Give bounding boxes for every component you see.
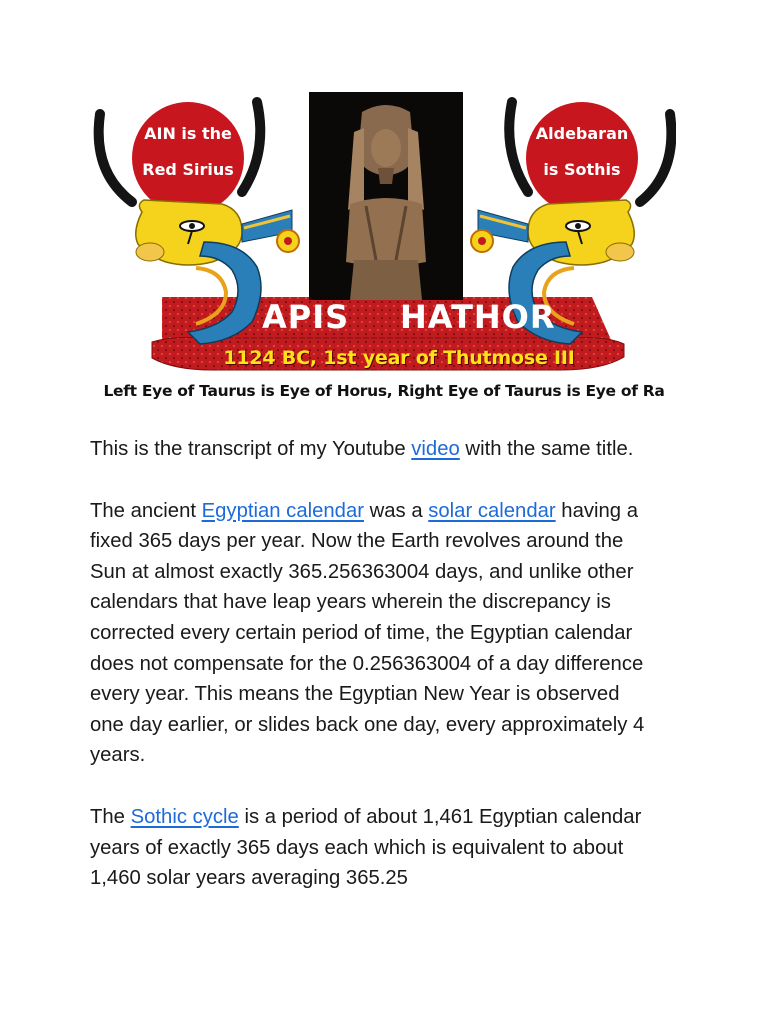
right-disc-line2: is Sothis [543, 160, 621, 179]
text: is a period of about 1,461 Egyptian calendar years of exactly 365 days each which is equivalent to about 1,460 solar years averaging 365.25 [90, 805, 642, 890]
paragraph-1 [90, 434, 650, 465]
statue-figure [346, 105, 426, 300]
paragraph-2 [90, 496, 650, 771]
text: The ancient [90, 499, 202, 522]
left-disc-text [132, 116, 244, 188]
left-horn-outer [99, 114, 132, 202]
left-disc-line2: Red Sirius [142, 160, 234, 179]
left-disc-line1: AIN is the [144, 124, 232, 143]
apis-label: APIS [262, 298, 350, 336]
banner-figure [92, 92, 676, 410]
text: This is the transcript of my Youtube [90, 438, 412, 460]
paragraph-3 [90, 802, 650, 894]
right-disc-text [526, 116, 638, 188]
left-horn-inner [242, 102, 260, 192]
banner-caption: Left Eye of Taurus is Eye of Horus, Right Eye of Taurus is Eye of Ra [103, 382, 665, 400]
text: was a [363, 499, 429, 522]
hathor-label: HATHOR [400, 298, 556, 336]
right-disc-line1: Aldebaran [535, 124, 629, 143]
right-horn-outer [640, 114, 671, 202]
text: The [90, 805, 131, 828]
video-link[interactable]: video [411, 438, 460, 460]
text: having a fixed 365 days per year. Now the Earth revolves around the Sun at almost exactly 365.256363004 days, and unlike other calendars that have leap years wherein the discrepancy is corrected every certain period of time, the Egyptian calendar does not compensate for the 0.256363004 of a day difference every year. This means the Egyptian New Year is observed one day earlier, or slides back one day, every approximately 4 years. [90, 499, 645, 767]
apis-hathor-heading [252, 298, 562, 340]
sothic-cycle-link[interactable]: Sothic cycle [130, 805, 239, 828]
solar-calendar-link[interactable]: solar calendar [428, 499, 556, 522]
egyptian-calendar-link[interactable]: Egyptian calendar [201, 499, 364, 522]
banner-subtitle: 1124 BC, 1st year of Thutmose III [223, 347, 575, 369]
text: with the same title. [459, 438, 634, 460]
article-body [90, 434, 650, 925]
